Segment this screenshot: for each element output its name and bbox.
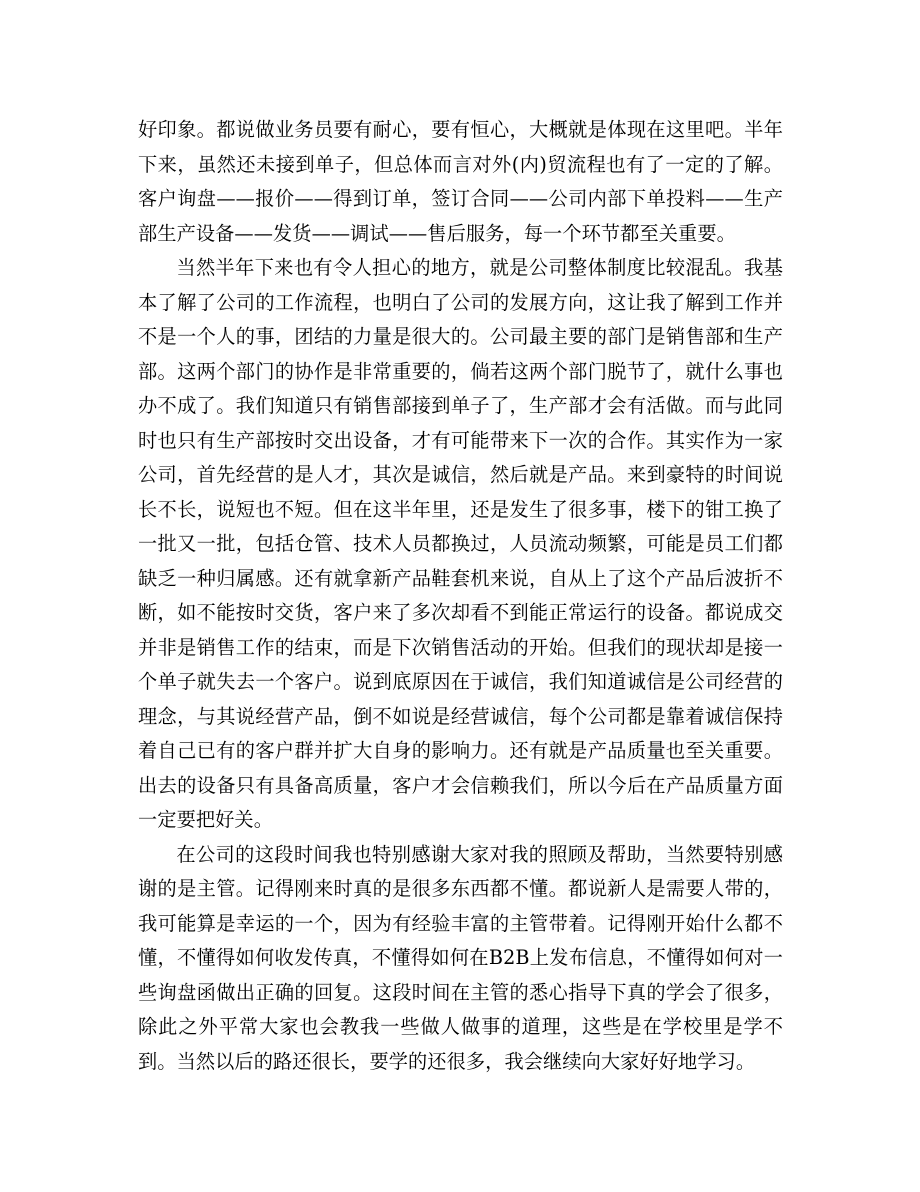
paragraph-2: 当然半年下来也有令人担心的地方，就是公司整体制度比较混乱。我基本了解了公司的工作流程，也明白了公司的发展方向，这让我了解到工作并不是一个人的事，团结的力量是很大的。公司最主要的部门是销售部和生产部。这两个部门的协作是非常重要的，倘若这两个部门脱节了，就什么事也办不成了。我们知道只有销售部接到单子了，生产部才会有活做。而与此同时也只有生产部按时交出设备，才有可能带来下一次的合作。其实作为一家公司，首先经营的是人才，其次是诚信，然后就是产品。来到豪特的时间说长不长，说短也不短。但在这半年里，还是发生了很多事，楼下的钳工换了一批又一批，包括仓管、技术人员都换过，人员流动频繁，可能是员工们都缺乏一种归属感。还有就拿新产品鞋套机来说，自从上了这个产品后波折不断，如不能按时交货，客户来了多次却看不到能正常运行的设备。都说成交并非是销售工作的结束，而是下次销售活动的开始。但我们的现状却是接一个单子就失去一个客户。说到底原因在于诚信，我们知道诚信是公司经营的理念，与其说经营产品，倒不如说是经营诚信，每个公司都是靠着诚信保持着自己已有的客户群并扩大自身的影响力。还有就是产品质量也至关重要。出去的设备只有具备高质量，客户才会信赖我们，所以今后在产品质量方面一定要把好关。: [138, 256, 783, 831]
document-body: [138, 113, 783, 1079]
paragraph-1: 好印象。都说做业务员要有耐心，要有恒心，大概就是体现在这里吧。半年下来，虽然还未接到单子，但总体而言对外(内)贸流程也有了一定的了解。客户询盘——报价——得到订单，签订合同——公司内部下单投料——生产部生产设备——发货——调试——售后服务，每一个环节都至关重要。: [138, 118, 783, 245]
paragraph-3: 在公司的这段时间我也特别感谢大家对我的照顾及帮助，当然要特别感谢的是主管。记得刚来时真的是很多东西都不懂。都说新人是需要人带的，我可能算是幸运的一个，因为有经验丰富的主管带着。记得刚开始什么都不懂，不懂得如何收发传真，不懂得如何在B2B上发布信息，不懂得如何对一些询盘函做出正确的回复。这段时间在主管的悉心指导下真的学会了很多，除此之外平常大家也会教我一些做人做事的道理，这些是在学校里是学不到。当然以后的路还很长，要学的还很多，我会继续向大家好好地学习。: [138, 842, 783, 1073]
